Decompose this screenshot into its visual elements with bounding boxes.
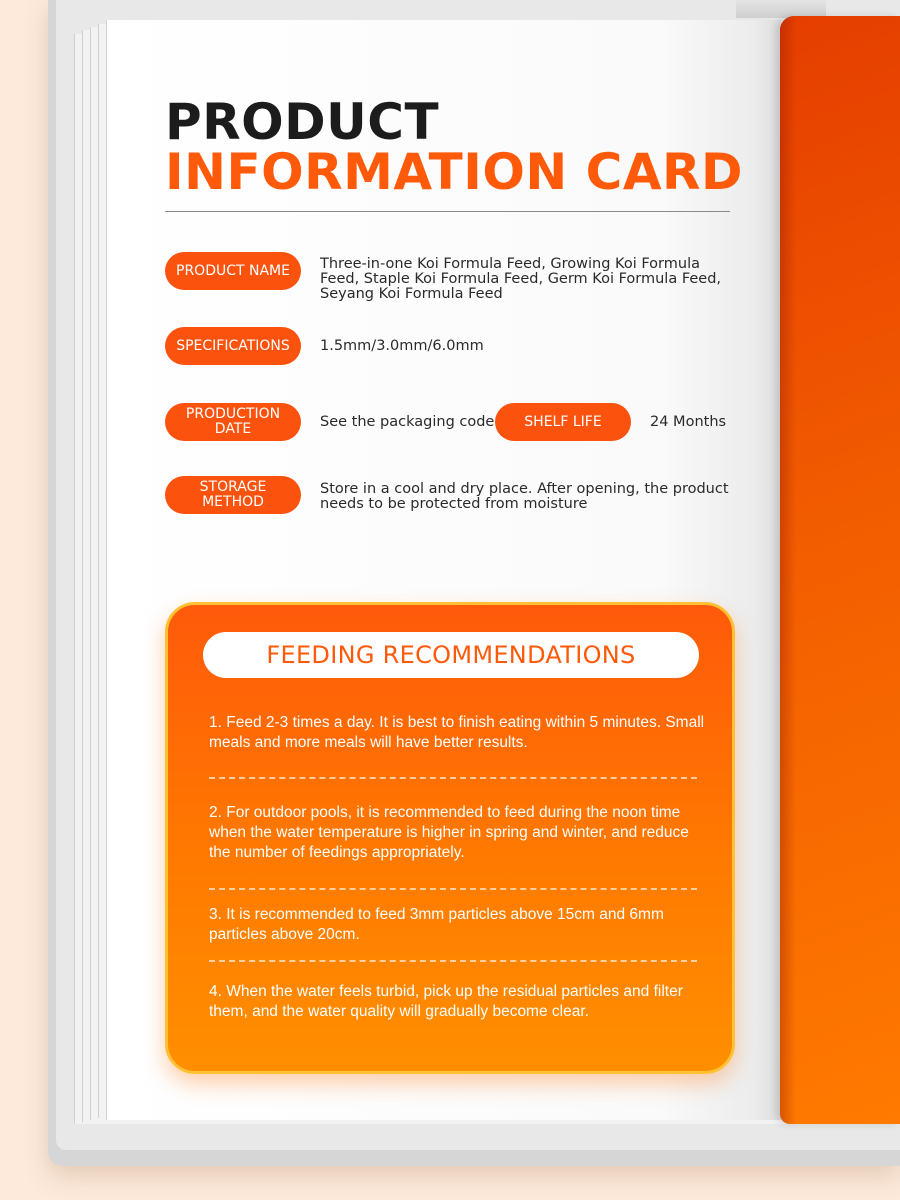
specifications-value: 1.5mm/3.0mm/6.0mm [320, 338, 484, 354]
feeding-item-2: 2. For outdoor pools, it is recommended to feed during the noon time when the water temperature is higher in spring and winter, and reduce the number of feedings appropriately. [209, 804, 689, 861]
product-name-value: Three-in-one Koi Formula Feed, Growing Koi Formula Feed, Staple Koi Formula Feed, Germ Koi Formula Feed, Seyang Koi Formula Feed [320, 256, 722, 302]
product-name-label: PRODUCT NAME [165, 252, 301, 290]
dashed-divider [209, 888, 697, 890]
dashed-divider [209, 777, 697, 779]
dashed-divider [209, 960, 697, 962]
shelf-life-label: SHELF LIFE [495, 403, 631, 441]
feeding-item-4: 4. When the water feels turbid, pick up the residual particles and filter them, and the water quality will gradually become clear. [209, 983, 683, 1020]
production-date-value: See the packaging code [320, 414, 495, 430]
production-date-label: PRODUCTION DATE [165, 403, 301, 441]
specifications-label: SPECIFICATIONS [165, 327, 301, 365]
page-title-line2: INFORMATION CARD [165, 143, 744, 201]
feeding-recommendations-title: FEEDING RECOMMENDATIONS [203, 632, 699, 678]
title-divider [165, 211, 730, 212]
book-cover [780, 16, 900, 1124]
feeding-item-3: 3. It is recommended to feed 3mm particles above 15cm and 6mm particles above 20cm. [209, 906, 664, 943]
shelf-life-value: 24 Months [650, 414, 727, 430]
storage-method-label: STORAGE METHOD [165, 476, 301, 514]
feeding-item-1: 1. Feed 2-3 times a day. It is best to finish eating within 5 minutes. Small meals and more meals will have better results. [209, 714, 705, 751]
storage-method-value: Store in a cool and dry place. After opening, the product needs to be protected from moisture [320, 481, 729, 512]
page-title-line1: PRODUCT [165, 93, 440, 151]
